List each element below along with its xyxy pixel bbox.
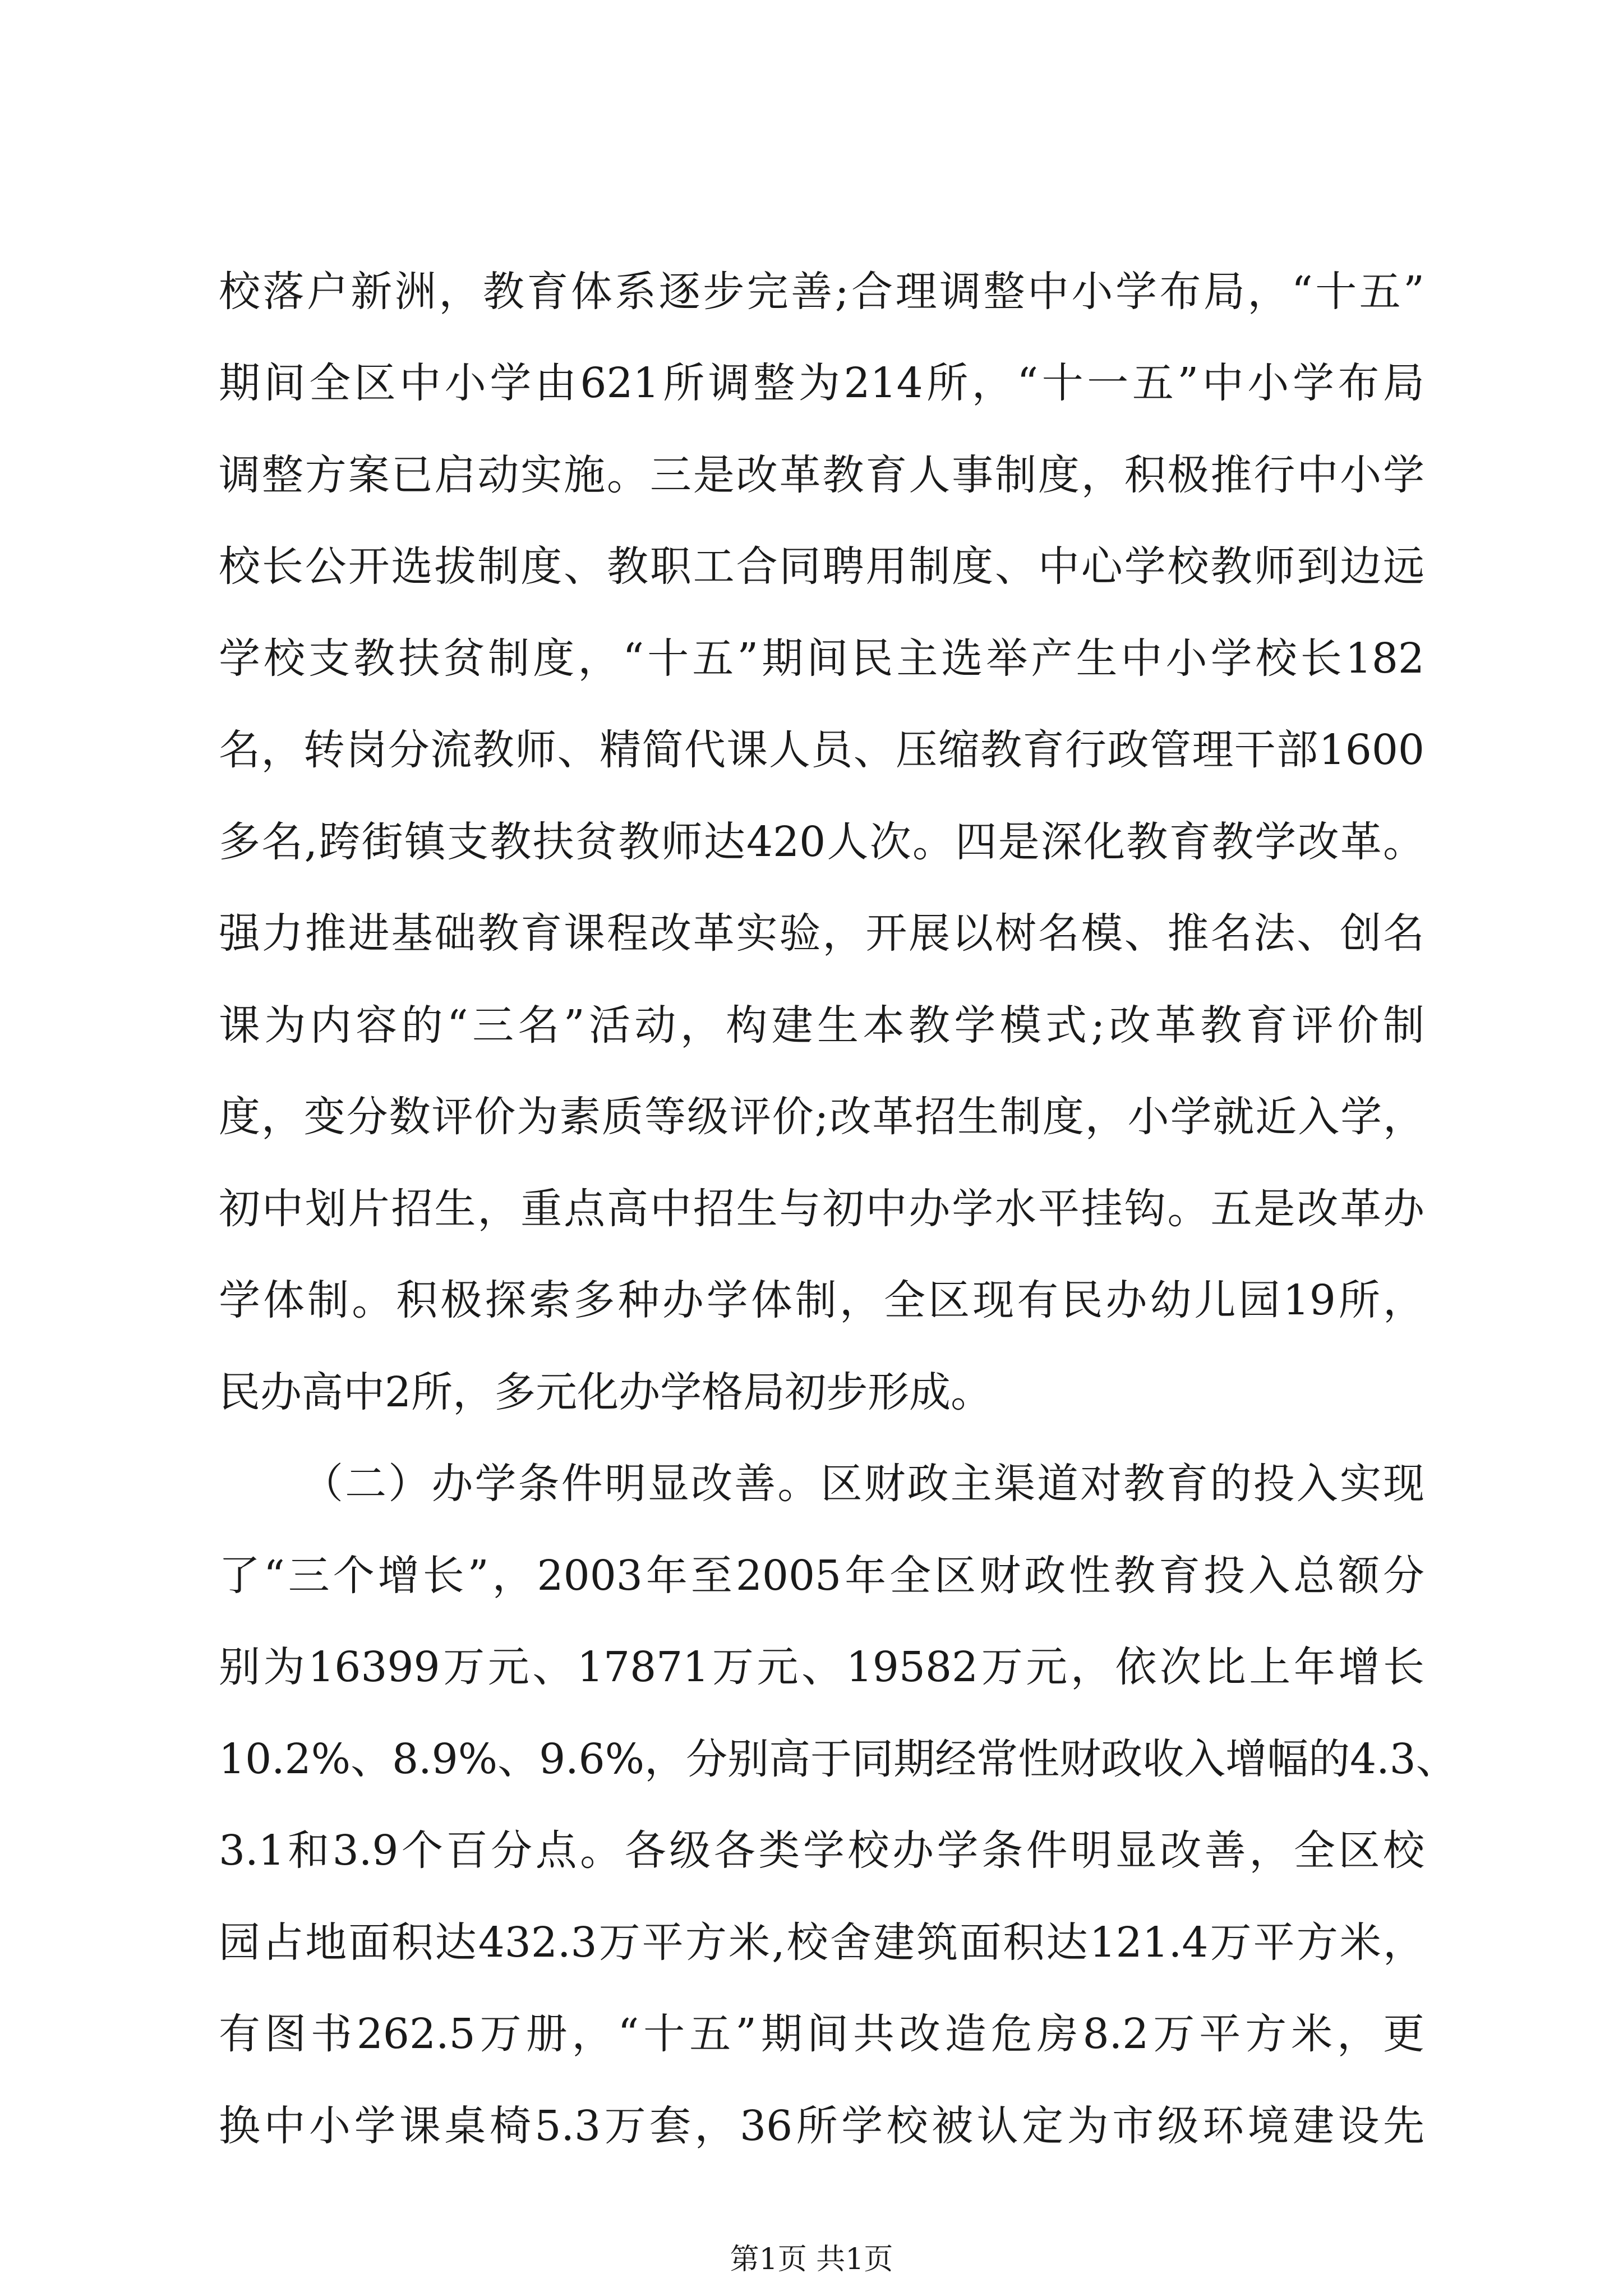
paragraph-line: 度，变分数评价为素质等级评价;改革招生制度，小学就近入学，	[219, 1093, 1424, 1141]
paragraph-line: 3.1和3.9个百分点。各级各类学校办学条件明显改善，全区校	[219, 1826, 1424, 1875]
paragraph-line: （二）办学条件明显改善。区财政主渠道对教育的投入实现	[302, 1460, 1424, 1508]
paragraph-line: 换中小学课桌椅5.3万套，36所学校被认定为市级环境建设先	[219, 2102, 1424, 2150]
paragraph-line: 课为内容的“三名”活动，构建生本教学模式;改革教育评价制	[219, 1001, 1424, 1050]
paragraph-line: 学校支教扶贫制度，“十五”期间民主选举产生中小学校长182	[219, 634, 1424, 683]
paragraph-line: 10.2%、8.9%、9.6%，分别高于同期经常性财政收入增幅的4.3、	[219, 1735, 1458, 1783]
paragraph-line: 初中划片招生，重点高中招生与初中办学水平挂钩。五是改革办	[219, 1185, 1424, 1233]
paragraph-line: 别为16399万元、17871万元、19582万元，依次比上年增长	[219, 1643, 1424, 1691]
page-number-footer: 第1页 共1页	[730, 2243, 893, 2276]
paragraph-line: 校长公开选拔制度、教职工合同聘用制度、中心学校教师到边远	[219, 542, 1424, 591]
paragraph-line: 名，转岗分流教师、精简代课人员、压缩教育行政管理干部1600	[219, 726, 1424, 774]
paragraph-line: 期间全区中小学由621所调整为214所，“十一五”中小学布局	[219, 359, 1424, 407]
paragraph-line: 园占地面积达432.3万平方米,校舍建筑面积达121.4万平方米，	[219, 1918, 1424, 1967]
paragraph-line: 学体制。积极探索多种办学体制，全区现有民办幼儿园19所，	[219, 1276, 1424, 1324]
paragraph-line: 多名,跨街镇支教扶贫教师达420人次。四是深化教育教学改革。	[219, 818, 1424, 866]
paragraph-line: 强力推进基础教育课程改革实验，开展以树名模、推名法、创名	[219, 909, 1424, 958]
paragraph-line: 校落户新洲，教育体系逐步完善;合理调整中小学布局，“十五”	[219, 268, 1424, 316]
paragraph-line: 有图书262.5万册，“十五”期间共改造危房8.2万平方米，更	[219, 2010, 1424, 2058]
paragraph-line: 调整方案已启动实施。三是改革教育人事制度，积极推行中小学	[219, 451, 1424, 499]
paragraph-line: 民办高中2所，多元化办学格局初步形成。	[219, 1368, 993, 1416]
paragraph-line: 了“三个增长”，2003年至2005年全区财政性教育投入总额分	[219, 1552, 1424, 1600]
